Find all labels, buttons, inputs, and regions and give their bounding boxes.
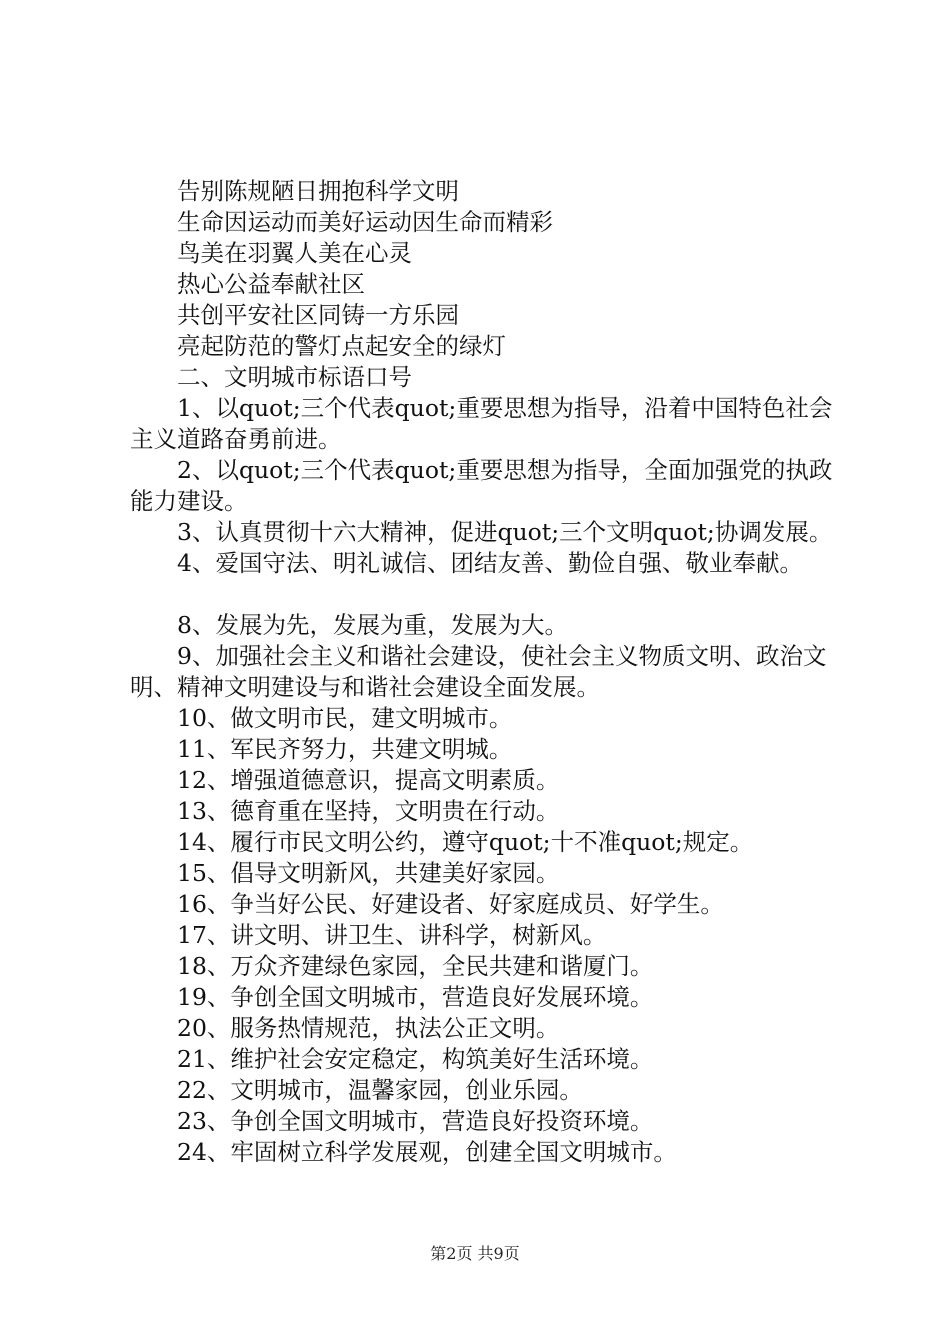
slogan-item: 2、以quot;三个代表quot;重要思想为指导，全面加强党的执政能力建设。 <box>130 456 833 515</box>
slogan-item: 14、履行市民文明公约，遵守quot;十不准quot;规定。 <box>177 828 754 856</box>
text-line: 生命因运动而美好运动因生命而精彩 <box>177 208 553 236</box>
slogan-item: 18、万众齐建绿色家园，全民共建和谐厦门。 <box>177 952 654 980</box>
slogan-item: 8、发展为先，发展为重，发展为大。 <box>177 611 568 639</box>
slogan-item: 4、爱国守法、明礼诚信、团结友善、勤俭自强、敬业奉献。 <box>177 549 803 577</box>
slogan-item: 11、军民齐努力，共建文明城。 <box>177 735 513 763</box>
slogan-item: 13、德育重在坚持，文明贵在行动。 <box>177 797 560 825</box>
slogan-item: 9、加强社会主义和谐社会建设，使社会主义物质文明、政治文明、精神文明建设与和谐社会建设全面发展。 <box>130 642 827 701</box>
slogan-item: 20、服务热情规范，执法公正文明。 <box>177 1014 560 1042</box>
section-heading: 二、文明城市标语口号 <box>177 363 412 391</box>
slogan-item: 21、维护社会安定稳定，构筑美好生活环境。 <box>177 1045 654 1073</box>
slogan-item: 12、增强道德意识，提高文明素质。 <box>177 766 560 794</box>
slogan-item: 22、文明城市，温馨家园，创业乐园。 <box>177 1076 583 1104</box>
document-body <box>130 176 850 1168</box>
text-line: 鸟美在羽翼人美在心灵 <box>177 239 412 267</box>
text-line: 热心公益奉献社区 <box>177 270 365 298</box>
slogan-item: 19、争创全国文明城市，营造良好发展环境。 <box>177 983 654 1011</box>
text-line: 亮起防范的警灯点起安全的绿灯 <box>177 332 506 360</box>
text-line: 告别陈规陋日拥抱科学文明 <box>177 177 459 205</box>
blank-line <box>130 579 850 610</box>
slogan-item: 1、以quot;三个代表quot;重要思想为指导，沿着中国特色社会主义道路奋勇前进。 <box>130 394 833 453</box>
slogan-item: 3、认真贯彻十六大精神，促进quot;三个文明quot;协调发展。 <box>177 518 833 546</box>
slogan-item: 15、倡导文明新风，共建美好家园。 <box>177 859 560 887</box>
slogan-item: 23、争创全国文明城市，营造良好投资环境。 <box>177 1107 654 1135</box>
slogan-item: 17、讲文明、讲卫生、讲科学，树新风。 <box>177 921 607 949</box>
slogan-item: 10、做文明市民，建文明城市。 <box>177 704 513 732</box>
page-number-footer: 第2页 共9页 <box>430 1244 520 1263</box>
slogan-item: 16、争当好公民、好建设者、好家庭成员、好学生。 <box>177 890 724 918</box>
text-line: 共创平安社区同铸一方乐园 <box>177 301 459 329</box>
slogan-item: 24、牢固树立科学发展观，创建全国文明城市。 <box>177 1138 677 1166</box>
